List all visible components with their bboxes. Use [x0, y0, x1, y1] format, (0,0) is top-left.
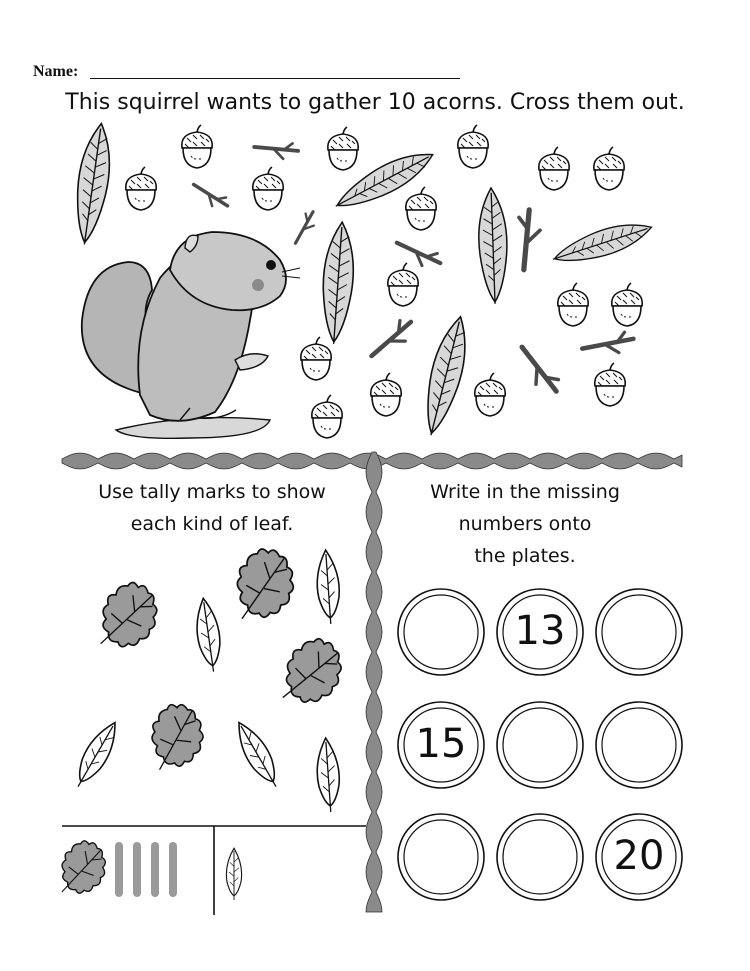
twig: [190, 178, 231, 213]
acorn[interactable]: [458, 125, 488, 168]
tally-leaves: [69, 547, 347, 813]
slim-leaf: [315, 549, 342, 624]
squirrel: [82, 232, 300, 438]
plate[interactable]: [497, 702, 583, 788]
plate-rim: [497, 702, 583, 788]
twig: [289, 209, 320, 247]
plate[interactable]: [398, 814, 484, 900]
plate-rim: [596, 702, 682, 788]
plate[interactable]: [398, 589, 484, 675]
feather-leaf: [477, 188, 509, 305]
tally-oak-icon: [60, 839, 107, 895]
twig: [253, 138, 299, 160]
acorn[interactable]: [328, 127, 358, 170]
slim-leaf: [69, 717, 125, 792]
acorn-scene: [70, 122, 656, 439]
plate-number: 15: [415, 721, 467, 767]
slim-leaf: [230, 717, 286, 792]
plate-number: 20: [613, 833, 665, 879]
oak-leaf: [99, 579, 161, 651]
feather-leaf: [549, 215, 655, 271]
plates-instruction-line-1: Write in the missing: [430, 481, 620, 503]
twig: [393, 234, 444, 272]
acorn[interactable]: [126, 167, 156, 210]
divider-vertical: [366, 452, 382, 912]
acorn[interactable]: [594, 147, 624, 190]
feather-leaf: [417, 313, 475, 439]
feather-leaf: [319, 221, 357, 345]
acorn[interactable]: [301, 337, 331, 380]
twig: [581, 331, 635, 358]
slim-leaf: [315, 737, 342, 812]
plate-rim: [596, 589, 682, 675]
feather-leaf: [70, 122, 116, 247]
acorn[interactable]: [312, 395, 342, 438]
plates-instruction-line-2: numbers onto: [458, 513, 592, 535]
tally-instruction-line-2: each kind of leaf.: [130, 513, 294, 535]
plate-number: 13: [514, 608, 566, 654]
acorn[interactable]: [612, 283, 642, 326]
acorn[interactable]: [388, 263, 418, 306]
acorn[interactable]: [558, 283, 588, 326]
acorn[interactable]: [595, 363, 625, 406]
oak-leaf: [235, 547, 295, 619]
tally-marks-oak: [119, 846, 173, 893]
twig: [514, 341, 563, 399]
plate-rim: [497, 814, 583, 900]
acorn[interactable]: [182, 125, 212, 168]
plates-instruction-line-3: the plates.: [474, 545, 576, 567]
plate[interactable]: [497, 814, 583, 900]
tally-slim-answer[interactable]: [250, 836, 360, 910]
acorn[interactable]: [539, 147, 569, 190]
slim-leaf: [192, 597, 224, 673]
acorn[interactable]: [406, 187, 436, 230]
tally-chart: [60, 826, 366, 915]
oak-leaf: [281, 633, 346, 708]
tally-instruction-line-1: Use tally marks to show: [98, 481, 326, 503]
acorn[interactable]: [475, 373, 505, 416]
plate-rim: [398, 814, 484, 900]
oak-leaf: [147, 700, 208, 770]
twig: [512, 209, 543, 272]
tally-slim-icon: [226, 848, 241, 900]
acorn-instruction: This squirrel wants to gather 10 acorns. Cross them out.: [65, 90, 685, 115]
plate[interactable]: [596, 702, 682, 788]
plate-rim: [398, 589, 484, 675]
acorn[interactable]: [253, 167, 283, 210]
twig: [365, 316, 418, 363]
name-label: Name:: [33, 63, 79, 80]
plate[interactable]: [596, 589, 682, 675]
acorn[interactable]: [371, 373, 401, 416]
